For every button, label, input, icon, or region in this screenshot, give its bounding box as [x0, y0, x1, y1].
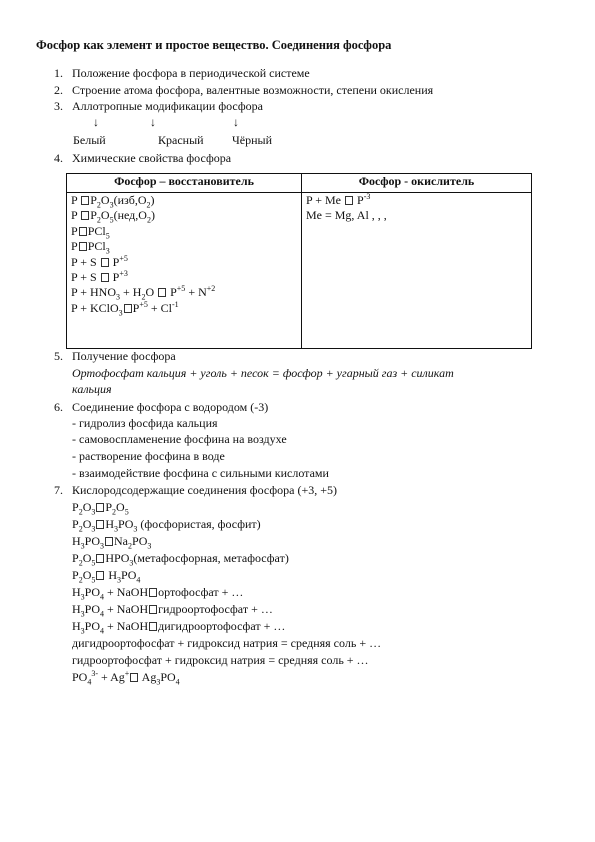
properties-table [66, 173, 532, 349]
reaction-row: P PCl$_3$ [71, 239, 110, 256]
missing-glyph-icon [96, 520, 104, 529]
missing-glyph-icon [149, 588, 157, 597]
reaction-row: P + Me $P^{-3}$ [306, 192, 371, 207]
missing-glyph-icon [79, 242, 87, 251]
oxy-line: дигидроортофосфат + гидроксид натрия = средняя соль + … [72, 636, 382, 650]
reaction-row: Me = Mg, Al , , , [306, 208, 387, 223]
reaction-row: P PCl$_5$ [71, 223, 110, 241]
missing-glyph-icon [101, 258, 109, 267]
missing-glyph-icon [130, 673, 138, 682]
oxy-line: $H_3PO_3$ $Na_2PO_3$ [72, 534, 152, 551]
allotrope-red: Красный [158, 133, 204, 147]
reaction-row: P $P_2O_3(изб,O_2)$ [71, 193, 155, 210]
missing-glyph-icon [345, 196, 353, 205]
oxy-line: гидроортофосфат + гидроксид натрия = средняя соль + … [72, 653, 369, 667]
down-arrow-icon: ↓ [93, 115, 99, 129]
list-item: Аллотропные модификации фосфора [72, 99, 263, 113]
oxy-line: $P_2O_5$ $HPO_3(метафосфорная$, метафосфат) [72, 551, 289, 568]
list-number: 7. [54, 483, 63, 497]
list-number: 5. [54, 349, 63, 363]
list-number: 1. [54, 66, 63, 80]
missing-glyph-icon [149, 605, 157, 614]
phosphine-topic: - гидролиз фосфида кальция [72, 416, 218, 430]
phosphine-topic: - самовоспламенение фосфина на воздухе [72, 432, 287, 446]
reducer-cell [67, 193, 302, 349]
missing-glyph-icon [96, 571, 104, 580]
missing-glyph-icon [124, 304, 132, 313]
reaction-row: P + S $P^{+5}$ [71, 253, 128, 269]
list-number: 6. [54, 400, 63, 414]
allotrope-black: Чёрный [232, 133, 273, 147]
missing-glyph-icon [79, 227, 87, 236]
list-item: Получение фосфора [72, 349, 176, 363]
missing-glyph-icon [105, 537, 113, 546]
list-item: Положение фосфора в периодической системе [72, 66, 310, 80]
list-number: 4. [54, 151, 63, 165]
oxy-line: $P_2O_3$ $H_3PO_3$ (фосфористая, фосфит) [72, 517, 261, 534]
oxy-line: $P_2O_5$ $H_3PO_4$ [72, 568, 141, 585]
oxidizer-cell [302, 193, 532, 349]
allotrope-white: Белый [73, 133, 106, 147]
list-item: Соединение фосфора с водородом (-3) [72, 400, 269, 414]
reaction-row: P + S $P^{+3}$ [71, 269, 128, 285]
oxy-line: $P_2O_3$ $P_2O_5$ [72, 500, 129, 517]
down-arrow-icon: ↓ [233, 115, 239, 129]
oxy-line: $H_3PO_4$ + NaOH ортофосфат + … [72, 585, 244, 602]
down-arrow-icon: ↓ [150, 115, 156, 129]
reaction-row: $P + HNO_3 + H_2O$ $P^{+5} + N^{+2}$ [71, 284, 216, 302]
missing-glyph-icon [149, 622, 157, 631]
missing-glyph-icon [158, 288, 166, 297]
production-equation: Ортофосфат кальция + уголь + песок = фосфор + угарный газ + силикат [72, 366, 454, 380]
oxy-line: $PO_4^{3-} + Ag^+$ $Ag_3PO_4$ [72, 669, 180, 687]
missing-glyph-icon [96, 503, 104, 512]
missing-glyph-icon [96, 554, 104, 563]
missing-glyph-icon [101, 273, 109, 282]
list-item: Кислородсодержащие соединения фосфора (+3, +5) [72, 483, 337, 497]
col-header-reducer: Фосфор – восстановитель [67, 174, 302, 193]
list-item: Химические свойства фосфора [72, 151, 232, 165]
phosphine-topic: - взаимодействие фосфина с сильными кислотами [72, 466, 329, 480]
page-title: Фосфор как элемент и простое вещество. Соединения фосфора [36, 38, 392, 52]
col-header-oxidizer: Фосфор - окислитель [302, 174, 532, 193]
missing-glyph-icon [81, 196, 89, 205]
oxy-line: $H_3PO_4$ + NaOH дигидроортофосфат + … [72, 619, 286, 636]
list-number: 3. [54, 99, 63, 113]
reaction-row: P $P_2O_5(нед,O_2)$ [71, 208, 155, 225]
missing-glyph-icon [81, 211, 89, 220]
production-equation-cont: кальция [72, 382, 112, 396]
reaction-row: P + KClO$_3$ $P^{+5} + Cl^{-1}$ [71, 299, 179, 318]
list-item: Строение атома фосфора, валентные возможности, степени окисления [72, 83, 434, 97]
list-number: 2. [54, 83, 63, 97]
oxy-line: $H_3PO_4$ + NaOH гидроортофосфат + … [72, 602, 273, 619]
phosphine-topic: - растворение фосфина в воде [72, 449, 225, 463]
